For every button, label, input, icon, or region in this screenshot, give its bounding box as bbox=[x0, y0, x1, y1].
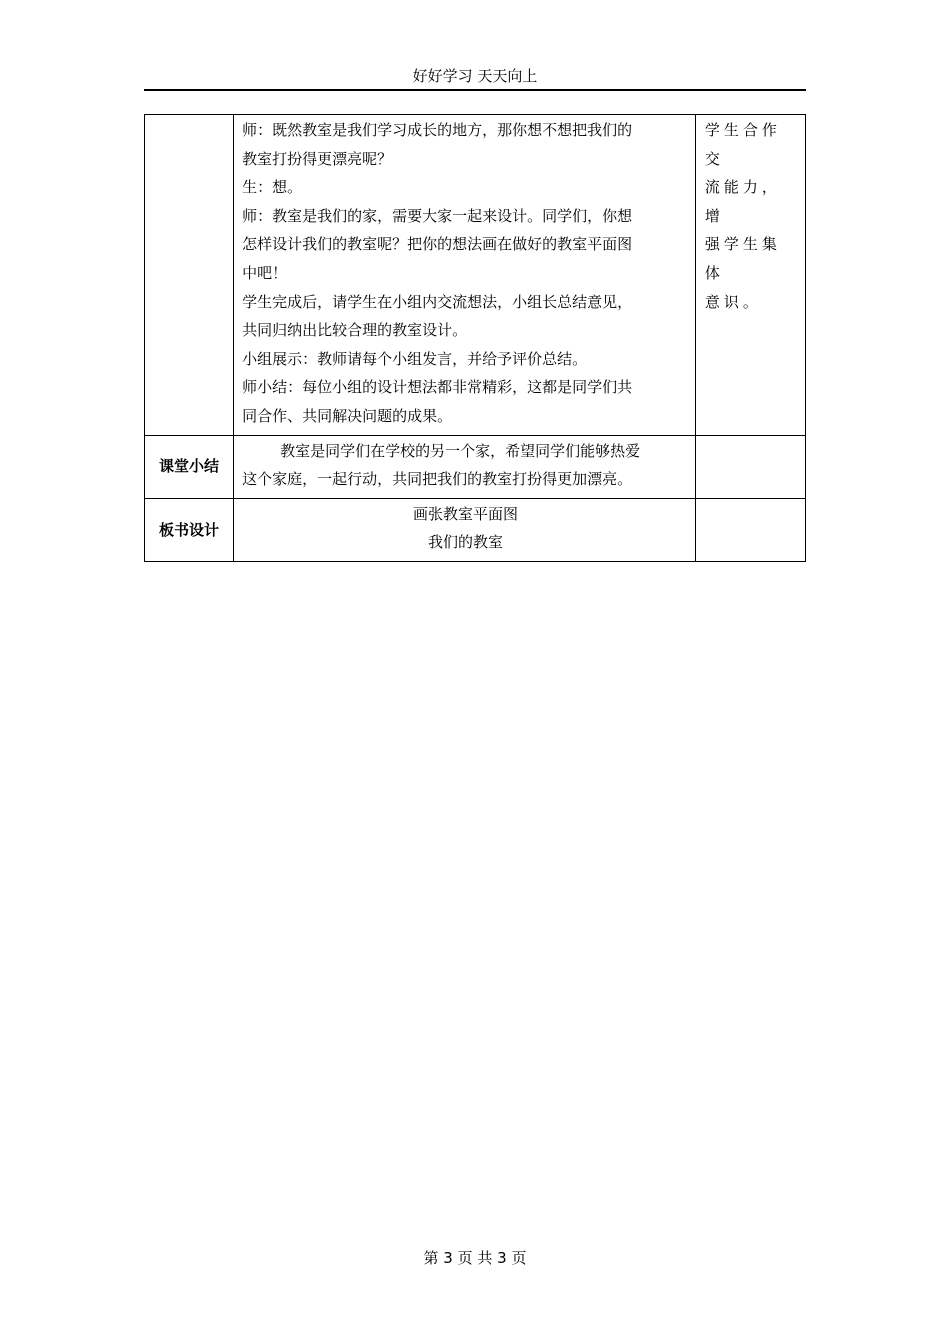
board-line: 画张教室平面图 bbox=[412, 504, 518, 523]
lesson-table bbox=[144, 114, 806, 562]
board-row bbox=[145, 498, 806, 561]
activity-label-cell bbox=[145, 115, 234, 436]
activity-line: 师：既然教室是我们学习成长的地方，那你想不想把我们的 bbox=[242, 121, 633, 139]
activity-line: 小组展示：教师请每个小组发言，并给予评价总结。 bbox=[242, 349, 588, 368]
summary-line: 教室是同学们在学校的另一个家，希望同学们能够热爱 bbox=[280, 441, 641, 460]
activity-line: 共同归纳出比较合理的教室设计。 bbox=[242, 321, 468, 340]
summary-line: 这个家庭，一起行动，共同把我们的教室打扮得更加漂亮。 bbox=[242, 470, 633, 489]
summary-row bbox=[145, 435, 806, 498]
activity-line: 师小结：每位小组的设计想法都非常精彩，这都是同学们共 bbox=[242, 378, 633, 397]
activity-row bbox=[145, 115, 806, 436]
summary-note-cell bbox=[695, 435, 805, 498]
summary-label: 课堂小结 bbox=[145, 435, 234, 498]
activity-content-cell bbox=[234, 115, 696, 436]
board-line: 我们的教室 bbox=[427, 533, 503, 552]
activity-line: 师：教室是我们的家，需要大家一起来设计。同学们，你想 bbox=[242, 206, 633, 225]
activity-line: 教室打扮得更漂亮呢？ bbox=[242, 149, 393, 168]
activity-line: 中吧！ bbox=[242, 263, 288, 282]
board-note-cell bbox=[695, 498, 805, 561]
activity-line: 生：想。 bbox=[242, 178, 303, 197]
summary-content-cell bbox=[234, 435, 696, 498]
note-line: 强学生集体 bbox=[704, 235, 781, 282]
activity-line: 怎样设计我们的教室呢？把你的想法画在做好的教室平面图 bbox=[242, 235, 633, 254]
page-header: 好好学习 天天向上 bbox=[144, 64, 806, 91]
activity-line: 学生完成后，请学生在小组内交流想法，小组长总结意见， bbox=[242, 292, 633, 311]
note-line: 流能力，增 bbox=[704, 178, 781, 225]
board-content-cell bbox=[234, 498, 696, 561]
board-label: 板书设计 bbox=[145, 498, 234, 561]
activity-note-cell bbox=[695, 115, 805, 436]
page-footer: 第 3 页 共 3 页 bbox=[423, 1249, 527, 1267]
activity-line: 同合作、共同解决问题的成果。 bbox=[242, 406, 453, 425]
note-line: 意识。 bbox=[704, 292, 762, 311]
note-line: 学生合作交 bbox=[704, 121, 781, 168]
